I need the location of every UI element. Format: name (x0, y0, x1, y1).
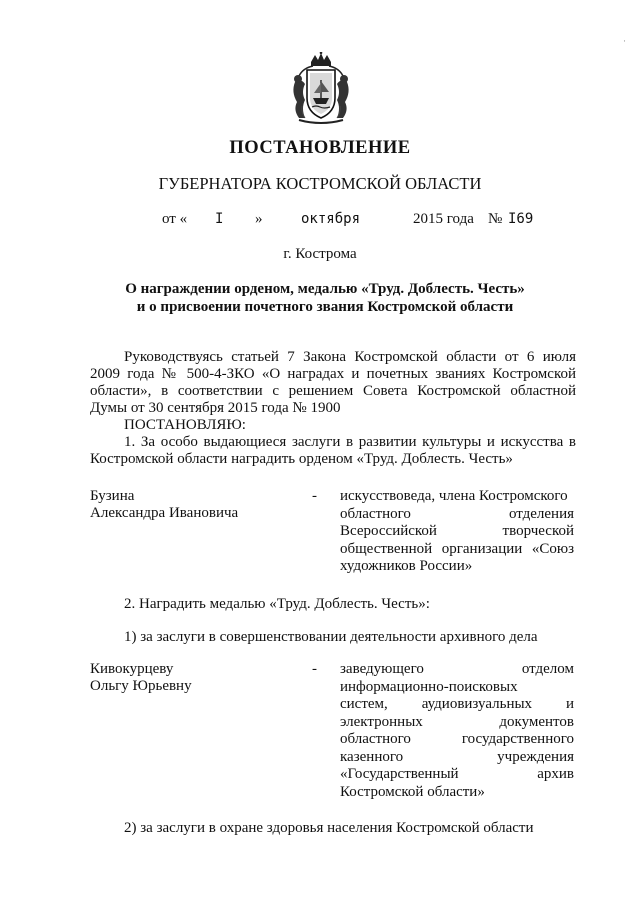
awardee-1-desc-line: Всероссийской творческой (340, 523, 574, 539)
awardee-1-desc-line: художников России» (340, 558, 473, 574)
awardee-1-name (90, 488, 238, 522)
item-2-sub-1: 1) за заслуги в совершенствовании деятельности архивного дела (124, 629, 538, 645)
awardee-2-desc-line: систем, аудиовизуальных и (340, 696, 574, 712)
date-day: I (215, 211, 224, 227)
awardee-2-given-names: Ольгу Юрьевну (90, 678, 192, 694)
awardee-1-desc-line: искусствоведа, члена Костромского (340, 488, 568, 504)
awardee-2-desc-line: электронных документов (340, 713, 574, 730)
item-1-line-1: 1. За особо выдающиеся заслуги в развитии культуры и искусства в (124, 434, 576, 450)
coat-of-arms-emblem (289, 52, 353, 126)
document-heading (90, 280, 560, 316)
awardee-1-given-names: Александра Ивановича (90, 505, 239, 521)
document-title: ПОСТАНОВЛЕНИЕ (229, 138, 411, 158)
awardee-2-surname: Кивокурцеву (90, 661, 174, 677)
date-quote-close: » (255, 211, 263, 227)
intro-line-4: Думы от 30 сентября 2015 года № 1900 (90, 400, 341, 416)
awardee-2-desc-line: областного государственного (340, 731, 574, 747)
heading-line-1: О награждении орденом, медалью «Труд. Доблесть. Честь» (125, 281, 525, 297)
date-year: 2015 года (413, 211, 474, 227)
item-2-sub-2: 2) за заслуги в охране здоровья населения Костромской области (124, 820, 534, 836)
awardee-2-desc-line: заведующего отделом (340, 661, 574, 677)
intro-line-3: области», в соответствии с решением Совета Костромской областной (90, 383, 576, 399)
awardee-1-dash: - (312, 488, 317, 504)
date-month: октября (301, 211, 361, 227)
document-number: I69 (508, 211, 534, 227)
awardee-1-description (340, 488, 574, 576)
intro-line-2: 2009 года № 500-4-ЗКО «О наградах и почетных званиях Костромской (90, 366, 576, 382)
item-1-line-2: Костромской области наградить орденом «Труд. Доблесть. Честь» (90, 451, 513, 467)
issuer-title: ГУБЕРНАТОРА КОСТРОМСКОЙ ОБЛАСТИ (158, 174, 482, 193)
awardee-2-name (90, 661, 192, 695)
awardee-1-surname: Бузина (90, 488, 135, 504)
heading-line-2: и о присвоении почетного звания Костромской области (136, 299, 514, 315)
resolve-word: ПОСТАНОВЛЯЮ: (124, 417, 246, 433)
awardee-1-desc-line: областного отделения (340, 505, 574, 522)
awardee-2-dash: - (312, 661, 317, 677)
item-2-text: 2. Наградить медалью «Труд. Доблесть. Честь»: (124, 596, 430, 612)
awardee-2-description (340, 661, 574, 801)
intro-paragraph (90, 349, 576, 434)
awardee-2-desc-line: «Государственный архив (340, 766, 574, 782)
number-label: № (488, 211, 503, 227)
item-1-paragraph (90, 434, 576, 468)
awardee-2-desc-line: казенного учреждения (340, 748, 574, 765)
intro-line-1: Руководствуясь статьей 7 Закона Костромской области от 6 июля (124, 349, 576, 365)
corner-mark: · (623, 36, 626, 46)
awardee-1-desc-line: общественной организации «Союз (340, 540, 574, 557)
city-name: г. Кострома (283, 246, 357, 262)
date-prefix: от « (162, 211, 188, 227)
awardee-2-desc-line: Костромской области» (340, 783, 485, 800)
awardee-2-desc-line: информационно-поисковых (340, 678, 518, 695)
